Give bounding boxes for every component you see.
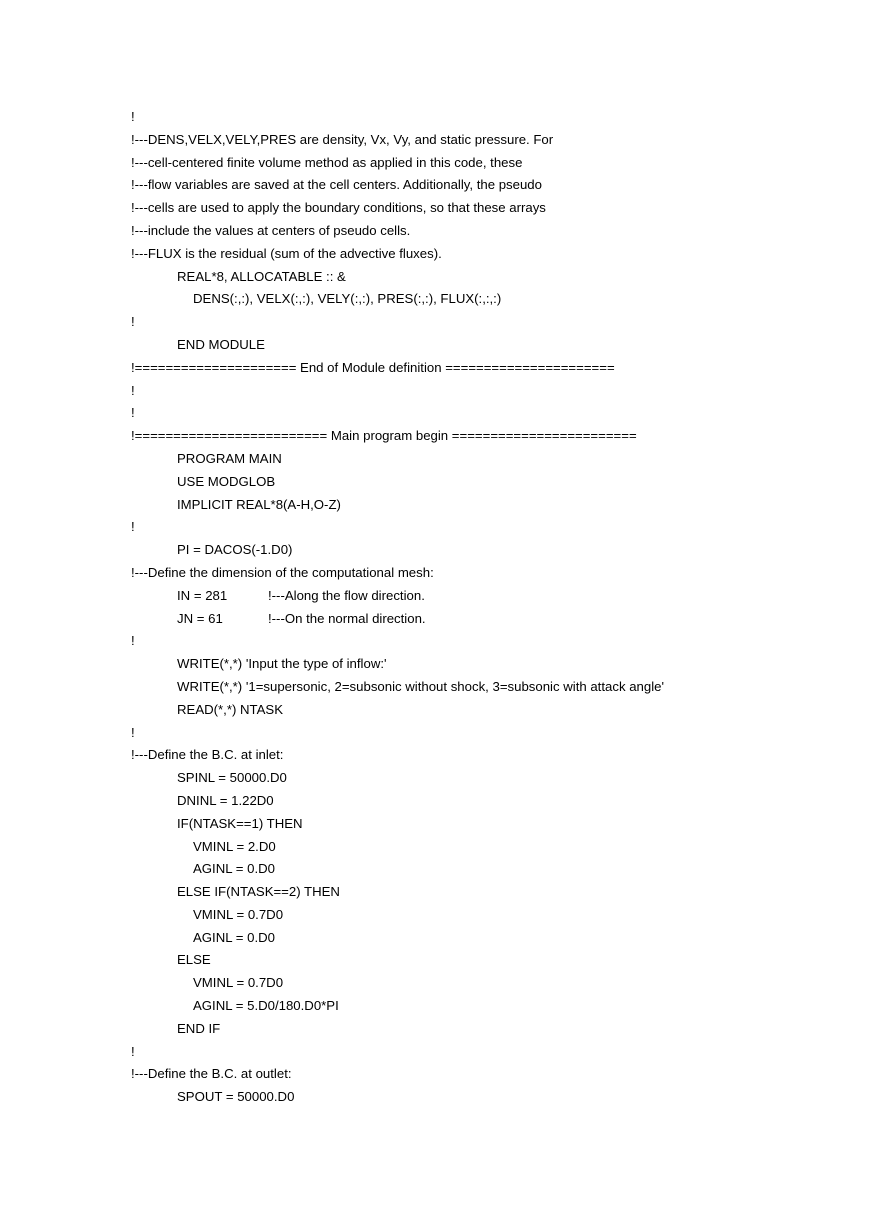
code-line — [131, 653, 831, 676]
line-text: IN = 281 — [177, 587, 228, 603]
code-line — [131, 448, 831, 471]
line-text: AGINL = 0.D0 — [193, 929, 275, 945]
line-text: !---Define the B.C. at outlet: — [131, 1066, 292, 1082]
code-line — [131, 927, 831, 950]
comment-line — [131, 311, 831, 334]
comment-line — [131, 106, 831, 129]
code-line — [131, 471, 831, 494]
code-line — [131, 972, 831, 995]
line-text: ELSE IF(NTASK==2) THEN — [177, 884, 340, 900]
comment-line — [131, 220, 831, 243]
line-text: ! — [131, 724, 135, 740]
line-text: JN = 61 — [177, 610, 223, 626]
code-line — [131, 1086, 831, 1109]
line-text: ! — [131, 382, 135, 398]
line-text: VMINL = 0.7D0 — [193, 975, 284, 991]
comment-line — [131, 402, 831, 425]
line-text: ! — [131, 633, 135, 649]
line-text: WRITE(*,*) '1=supersonic, 2=subsonic without shock, 3=subsonic with attack angle' — [177, 678, 664, 694]
comment-line — [131, 152, 831, 175]
line-text: !---include the values at centers of pseudo cells. — [131, 222, 411, 238]
line-text: PROGRAM MAIN — [177, 450, 282, 466]
line-text: !---cells are used to apply the boundary conditions, so that these arrays — [131, 200, 546, 216]
line-text: !---cell-centered finite volume method as applied in this code, these — [131, 154, 523, 170]
code-line — [131, 288, 831, 311]
line-text: VMINL = 0.7D0 — [193, 906, 284, 922]
code-line — [131, 676, 831, 699]
code-line — [131, 995, 831, 1018]
code-line — [131, 494, 831, 517]
comment-line — [131, 380, 831, 403]
line-text: !===================== End of Module definition ====================== — [131, 359, 615, 375]
line-text: IF(NTASK==1) THEN — [177, 815, 303, 831]
fortran-code-listing — [131, 106, 831, 1109]
comment-line — [131, 357, 831, 380]
line-text: ! — [131, 109, 135, 124]
line-text: VMINL = 2.D0 — [193, 838, 276, 854]
line-text: ELSE — [177, 952, 211, 968]
comment-line — [131, 1041, 831, 1064]
line-text: PI = DACOS(-1.D0) — [177, 542, 293, 558]
line-text: IMPLICIT REAL*8(A-H,O-Z) — [177, 496, 341, 512]
code-line — [131, 790, 831, 813]
code-line — [131, 858, 831, 881]
code-line — [131, 266, 831, 289]
code-line — [131, 699, 831, 722]
comment-line — [131, 722, 831, 745]
line-text: ! — [131, 405, 135, 421]
line-text: AGINL = 0.D0 — [193, 861, 275, 877]
comment-line — [131, 197, 831, 220]
code-line — [131, 539, 831, 562]
line-text: DNINL = 1.22D0 — [177, 792, 274, 808]
comment-line — [131, 630, 831, 653]
line-text: !---FLUX is the residual (sum of the advective fluxes). — [131, 245, 442, 261]
comment-line — [131, 562, 831, 585]
line-text: !========================= Main program begin ======================== — [131, 428, 637, 444]
line-text: ! — [131, 1043, 135, 1059]
line-text: SPOUT = 50000.D0 — [177, 1089, 295, 1105]
code-line — [131, 608, 831, 631]
comment-line — [131, 516, 831, 539]
code-line — [131, 585, 831, 608]
line-text: !---DENS,VELX,VELY,PRES are density, Vx, Vy, and static pressure. For — [131, 131, 554, 147]
code-line — [131, 904, 831, 927]
line-text: WRITE(*,*) 'Input the type of inflow:' — [177, 656, 387, 672]
line-text: AGINL = 5.D0/180.D0*PI — [193, 998, 339, 1014]
line-text: REAL*8, ALLOCATABLE :: & — [177, 268, 346, 284]
line-text: !---flow variables are saved at the cell centers. Additionally, the pseudo — [131, 177, 542, 193]
line-text: USE MODGLOB — [177, 473, 276, 489]
code-line — [131, 836, 831, 859]
inline-comment: !---On the normal direction. — [268, 610, 426, 626]
code-line — [131, 881, 831, 904]
comment-line — [131, 744, 831, 767]
code-line — [131, 949, 831, 972]
code-line — [131, 767, 831, 790]
inline-comment: !---Along the flow direction. — [268, 587, 425, 603]
comment-line — [131, 425, 831, 448]
code-line — [131, 1018, 831, 1041]
line-text: ! — [131, 314, 135, 330]
line-text: !---Define the B.C. at inlet: — [131, 747, 284, 763]
line-text: !---Define the dimension of the computational mesh: — [131, 564, 434, 580]
line-text: DENS(:,:), VELX(:,:), VELY(:,:), PRES(:,:), FLUX(:,:,:) — [193, 291, 502, 307]
line-text: READ(*,*) NTASK — [177, 701, 284, 717]
line-text: SPINL = 50000.D0 — [177, 770, 287, 786]
line-text: ! — [131, 519, 135, 535]
code-line — [131, 334, 831, 357]
line-text: END IF — [177, 1020, 221, 1036]
comment-line — [131, 1063, 831, 1086]
line-text: END MODULE — [177, 336, 265, 352]
code-line — [131, 813, 831, 836]
comment-line — [131, 243, 831, 266]
comment-line — [131, 174, 831, 197]
comment-line — [131, 129, 831, 152]
